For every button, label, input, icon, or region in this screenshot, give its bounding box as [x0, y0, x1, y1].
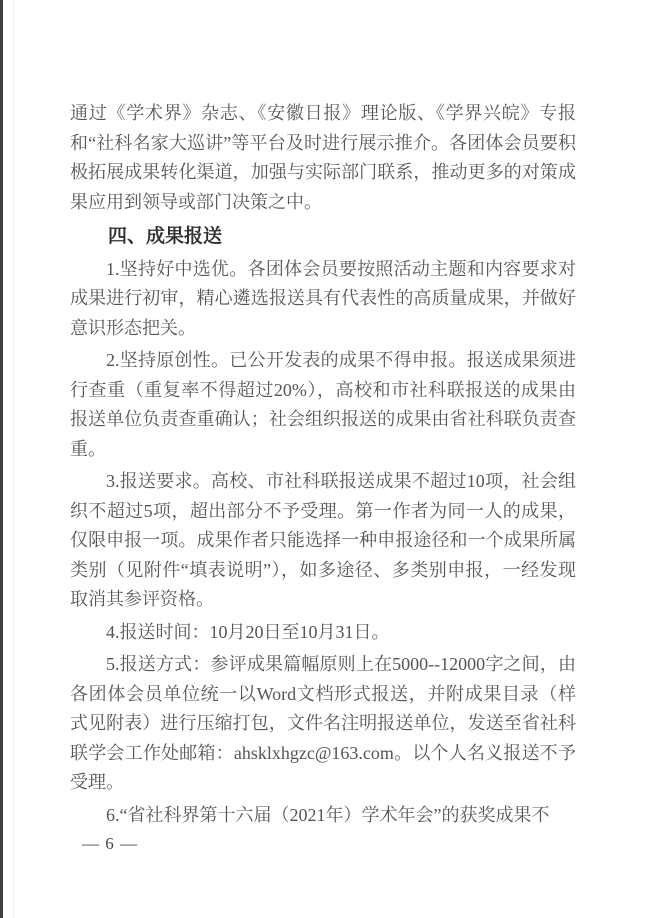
scan-edge-highlight — [13, 0, 14, 918]
list-item-3: 3.报送要求。高校、市社科联报送成果不超过10项，社会组织不超过5项，超出部分不予受理。第一作者为同一人的成果，仅限申报一项。成果作者只能选择一种申报途径和一个成果所属类别（见附件“填表说明”），如多途径、多类别申报，一经发现取消其参评资格。 — [70, 471, 576, 609]
list-item-5: 5.报送方式：参评成果篇幅原则上在5000--12000字之间，由各团体会员单位统一以Word文档形式报送，并附成果目录（样式见附表）进行压缩打包，文件名注明报送单位，发送至省社科联学会工作处邮箱：ahsklxhgzc@163.com。以个人名义报送不予受理。 — [70, 654, 576, 792]
list-item-4: 4.报送时间：10月20日至10月31日。 — [106, 621, 390, 642]
document-body — [70, 99, 576, 830]
list-item-2: 2.坚持原创性。已公开发表的成果不得申报。报送成果须进行查重（重复率不得超过20%），高校和市社科联报送的成果由报送单位负责查重确认；社会组织报送的成果由省社科联负责查重。 — [70, 350, 576, 459]
continued-paragraph: 通过《学术界》杂志、《安徽日报》理论版、《学界兴皖》专报和“社科名家大巡讲”等平台及时进行展示推介。各团体会员要积极拓展成果转化渠道，加强与实际部门联系，推动更多的对策成果应用到领导或部门决策之中。 — [70, 103, 576, 212]
page-number: — 6 — — [82, 834, 138, 853]
scan-edge-shadow — [0, 0, 3, 918]
list-item-6: 6.“省社科界第十六届（2021年）学术年会”的获奖成果不 — [106, 804, 550, 825]
section-heading: 四、成果报送 — [108, 226, 223, 247]
list-item-1: 1.坚持好中选优。各团体会员要按照活动主题和内容要求对成果进行初审，精心遴选报送具有代表性的高质量成果，并做好意识形态把关。 — [70, 258, 576, 338]
